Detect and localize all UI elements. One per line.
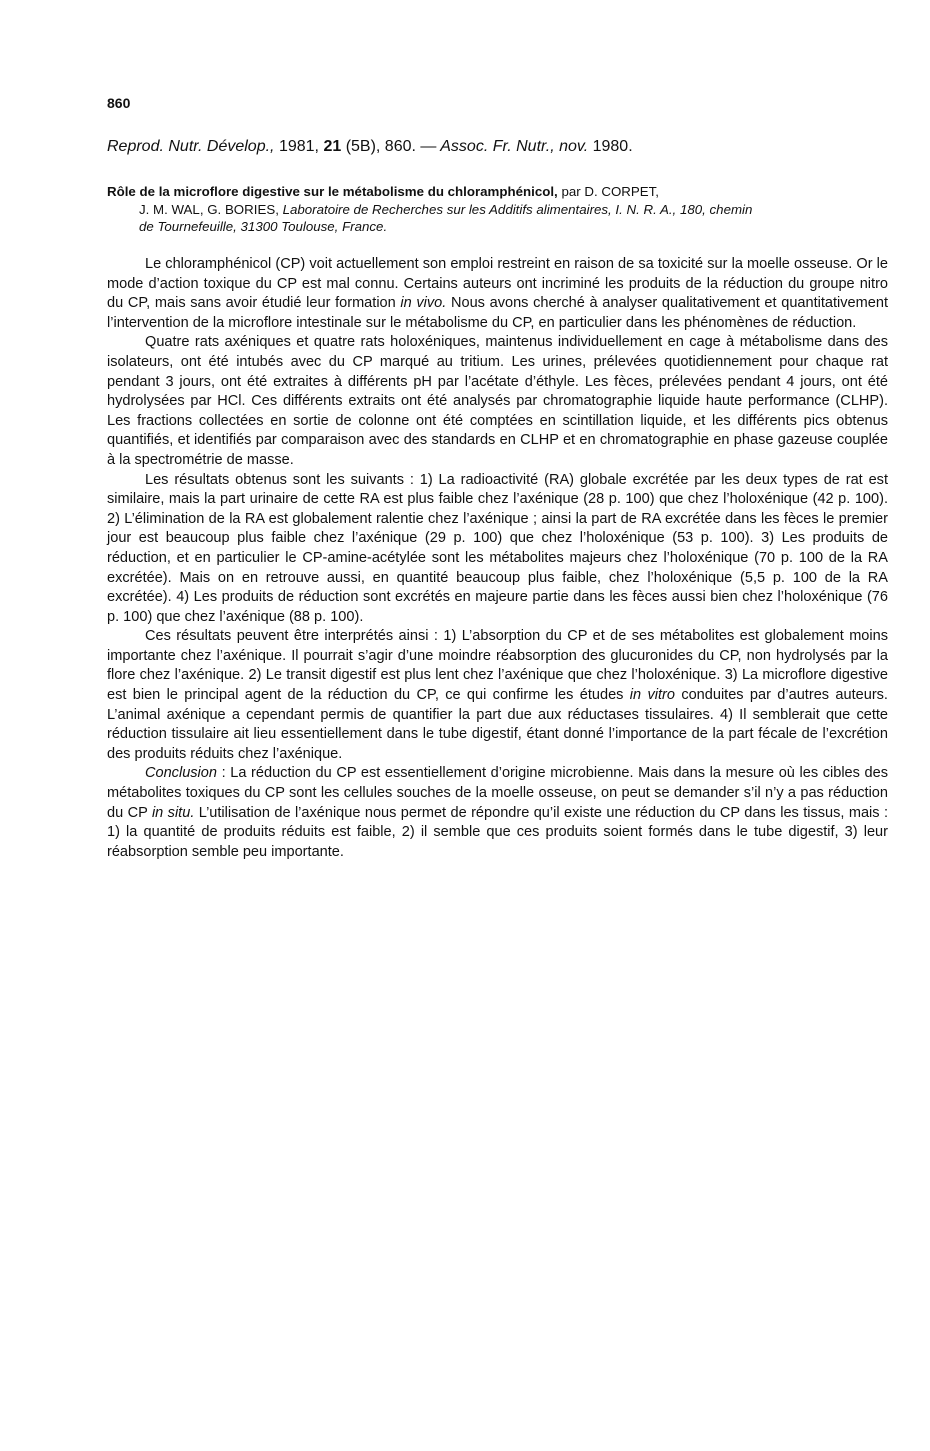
journal-name: Reprod. Nutr. Dévelop.,	[107, 138, 275, 155]
authors-line	[107, 201, 891, 219]
paragraph-interpretation	[107, 627, 888, 764]
article-header	[107, 183, 891, 236]
paragraph-text: Ces résultats peuvent être interprétés ainsi : 1) L’absorption du CP et de ses métabolites est globalement moins importante chez l’axénique. Il pourrait s’agir d’une moindre réabsorption des glucuronides du CP, non hydrolysés par la flore chez l’axénique. 2) Le transit digestif est plus lent chez l’axénique que chez l’holoxénique. 3) La microflore digestive est bien le principal agent de la réduction du CP, ce qui confirme les études	[107, 628, 888, 704]
by-authors: par D. CORPET,	[561, 184, 659, 199]
authors: J. M. WAL, G. BORIES,	[139, 201, 279, 217]
affiliation: Laboratoire de Recherches sur les Additifs alimentaires, I. N. R. A., 180, chemin	[282, 201, 753, 217]
paragraph-text: conduites par d’autres auteurs. L’animal axénique a cependant permis de quantifier la part due aux réductases tissulaires. 4) Il semblerait que cette réduction tissulaire ait lieu essentiellement dans le tube digestif, étant donné l’importance de la part fécale de l’excrétion des produits réduits chez l’axénique.	[107, 687, 888, 762]
article-title: Rôle de la microflore digestive sur le métabolisme du chloramphénicol,	[107, 184, 558, 199]
journal-issue-pages: (5B), 860. —	[345, 138, 437, 155]
conclusion-label: Conclusion	[145, 765, 217, 782]
paragraph-text: Le chloramphénicol (CP) voit actuellement son emploi restreint en raison de sa toxicité sur la moelle osseuse. Or le mode d’action toxique du CP est mal connu. Certains auteurs ont incriminé les produits de la réduction du groupe nitro du CP, mais sans avoir étudié leur formation	[107, 256, 888, 312]
paragraph-text: Nous avons cherché à analyser qualitativement et quantitativement l’intervention de la microflore intestinale sur le métabolisme du CP, en particulier dans les phénomènes de réduction.	[107, 295, 888, 331]
journal-year: 1981,	[278, 138, 319, 155]
paragraph-text: L’utilisation de l’axénique nous permet de répondre qu’il existe une réduction du CP dans les tissus, mais : 1) la quantité de produits réduits est faible, 2) il semble que ces produits soient formés dans le tube digestif, 3) leur réabsorption semble peu importante.	[107, 804, 889, 860]
latin-term: in situ.	[151, 804, 195, 821]
paragraph-methods: Quatre rats axéniques et quatre rats holoxéniques, maintenus individuellement en cage à métabolisme dans des isolateurs, ont été intubés avec du CP marqué au tritium. Les urines, prélevées quotidiennement pour chaque rat pendant 3 jours, ont été extraites à différents pH par l’acétate d’éthyle. Les fèces, prélevées pendant 4 jours, ont été hydrolysées par HCl. Ces différents extraits ont été analysés par chromatographie liquide haute performance (CLHP). Les fractions collectées en sortie de colonne ont été comptées en scintillation liquide, et les différents pics obtenus quantifiés, et identifiés par comparaison avec des standards en CLHP et en chromatographie en phase gazeuse couplée à la spectrométrie de masse.	[107, 334, 888, 468]
article-body	[107, 255, 888, 862]
page-number: 860	[107, 95, 131, 111]
affiliation-address: de Tournefeuille, 31300 Toulouse, France.	[139, 219, 388, 234]
meeting-year: 1980.	[592, 138, 633, 155]
journal-citation	[107, 138, 633, 156]
paragraph-conclusion	[107, 764, 888, 862]
title-line	[107, 183, 891, 201]
paragraph-results: Les résultats obtenus sont les suivants : 1) La radioactivité (RA) globale excrétée par les deux types de rat est similaire, mais la part urinaire de cette RA est plus faible chez l’axénique (28 p. 100) que chez l’holoxénique (42 p. 100). 2) L’élimination de la RA est globalement ralentie chez l’axénique ; ainsi la part de RA excrétée dans les fèces le premier jour est beaucoup plus faible chez l’axénique (29 p. 100) que chez l’holoxénique (53 p. 100). 3) Les produits de réduction, et en particulier le CP-amine-acétylée sont les métabolites majeurs chez l’holoxénique (70 p. 100 de la RA excrétée). Mais on en retrouve aussi, en quantité beaucoup plus faible, chez l’holoxénique (5,5 p. 100 de la RA excrétée). 4) Les produits de réduction sont excrétés en majeure partie dans les fèces aussi bien chez l’holoxénique (76 p. 100) que chez l’axénique (88 p. 100).	[107, 471, 888, 625]
paragraph-text: : La réduction du CP est essentiellement d’origine microbienne. Mais dans la mesure où les cibles des métabolites toxiques du CP sont les cellules souches de la moelle osseuse, on peut se demander s’il n’y a pas réduction du CP	[107, 765, 888, 821]
latin-term: in vitro	[629, 687, 675, 704]
paragraph-introduction	[107, 255, 888, 333]
journal-volume: 21	[323, 138, 342, 155]
meeting-name: Assoc. Fr. Nutr., nov.	[440, 138, 589, 155]
latin-term: in vivo.	[400, 295, 447, 312]
